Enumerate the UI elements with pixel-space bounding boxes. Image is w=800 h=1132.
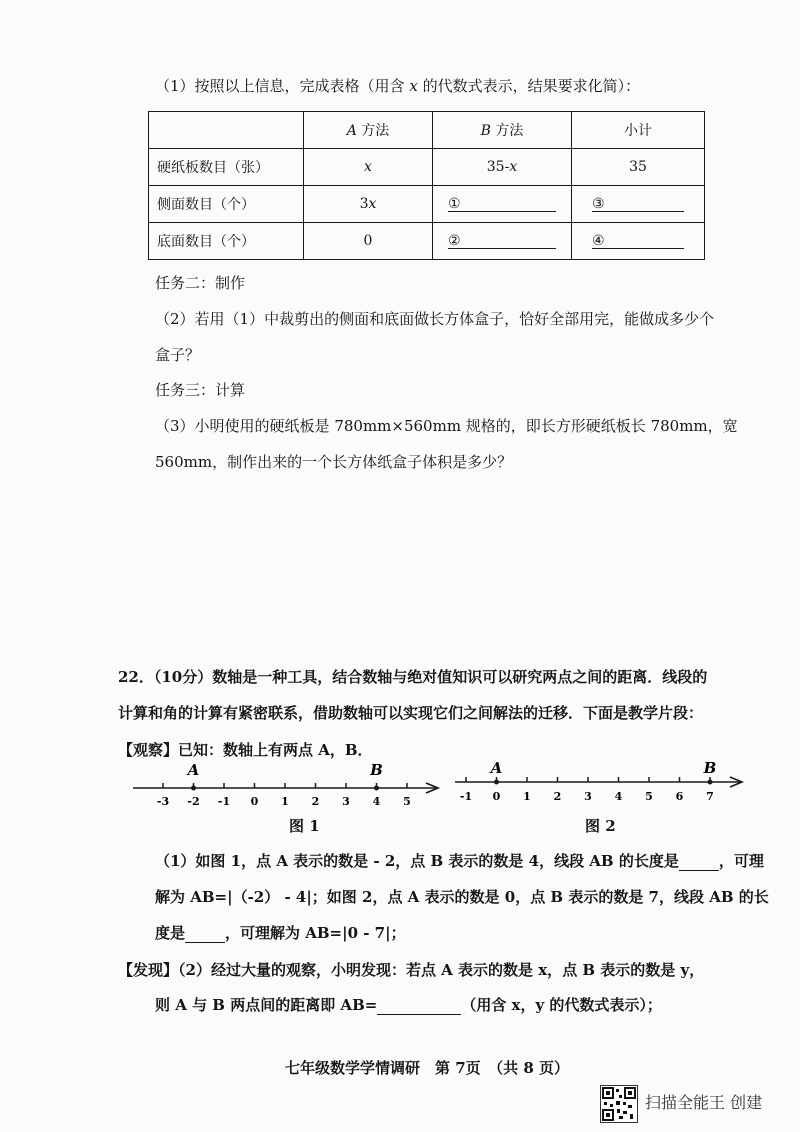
row-label-boards: 硬纸板数目（张）	[149, 149, 304, 186]
tick-label: -3	[156, 795, 170, 808]
tick-label: 3	[584, 790, 592, 803]
q22-observe: 【观察】已知：数轴上有两点 A，B．	[118, 741, 373, 759]
answer-blank-ab-length-1[interactable]	[679, 852, 719, 871]
part1-line1-b: ，可理	[718, 852, 764, 870]
table-header-empty	[149, 112, 304, 149]
tick-label: 4	[372, 795, 381, 808]
figure2-caption: 图 2	[585, 817, 616, 835]
watermark-text: 扫描全能王 创建	[645, 1093, 763, 1112]
row-label-bottoms: 底面数目（个）	[149, 223, 304, 260]
q22-intro-line1: 22．（10分）数轴是一种工具，结合数轴与绝对值知识可以研究两点之间的距离．线段的	[118, 668, 708, 686]
header-label-a: 方法	[361, 123, 390, 139]
tick-label: 5	[645, 790, 653, 803]
figure1-caption: 图 1	[289, 817, 320, 835]
table-header-method-a	[304, 112, 433, 149]
q22-intro-line2: 计算和角的计算有紧密联系，借助数轴可以实现它们之间解法的迁移．下面是教学片段：	[118, 704, 704, 722]
tick-label: -1	[217, 795, 231, 808]
table-header-subtotal: 小计	[572, 112, 705, 149]
tick-label: 2	[553, 790, 562, 803]
number-line-1	[133, 761, 438, 808]
q22-part1-line2: 解为 AB=|（-2） - 4|；如图 2，点 A 表示的数是 0，点 B 表示的数是 7，线段 AB 的长	[155, 888, 769, 906]
point-a-dot	[494, 780, 499, 785]
part1-instruction	[155, 75, 640, 96]
q22-part1-line3	[155, 922, 406, 943]
tick-label: 7	[706, 790, 714, 803]
cell-sides-b[interactable]	[433, 186, 572, 223]
tick-label: 0	[492, 790, 501, 803]
tick-label: 3	[342, 795, 350, 808]
page-footer: 七年级数学学情调研 第 7页 （共 8 页）	[285, 1059, 570, 1077]
discover-line2-a: 则 A 与 B 两点间的距离即 AB=	[155, 996, 378, 1014]
tick-label: 1	[523, 790, 531, 803]
cell-boards-sum: 35	[572, 149, 705, 186]
q22-discover-line2	[155, 994, 662, 1015]
table-row	[149, 149, 705, 186]
point-a-dot	[191, 786, 196, 791]
header-var-b: B	[480, 123, 491, 139]
row-label-sides: 侧面数目（个）	[149, 186, 304, 223]
number-line-2	[455, 759, 742, 803]
tick-label: 6	[675, 790, 684, 803]
cell-sides-a-num: 3	[359, 196, 369, 212]
tick-label: 4	[614, 790, 623, 803]
point-a-label: A	[187, 761, 200, 779]
point-b-label: B	[703, 759, 717, 777]
cell-boards-a: x	[304, 149, 433, 186]
cell-boards-b-var: x	[509, 159, 518, 175]
tick-label: 5	[403, 795, 411, 808]
task2-question-line1: （2）若用（1）中裁剪出的侧面和底面做长方体盒子，恰好全部用完，能做成多少个	[155, 310, 715, 328]
task2-question-line2: 盒子？	[155, 346, 201, 364]
task3-question-line2: 560mm，制作出来的一个长方体纸盒子体积是多少？	[155, 453, 513, 471]
tick-label: 0	[250, 795, 259, 808]
tick-label: -2	[187, 795, 200, 808]
instruction-text-a: （1）按照以上信息，完成表格（用含	[155, 77, 410, 95]
part1-line3-b: ，可理解为 AB=|0 - 7|；	[225, 924, 406, 942]
part1-line3-a: 度是	[155, 924, 186, 942]
q22-discover-line1: 【发现】（2）经过大量的观察，小明发现：若点 A 表示的数是 x，点 B 表示的数是 y，	[118, 961, 705, 979]
cell-sides-a-var: x	[368, 196, 377, 212]
cell-bottoms-sum[interactable]	[572, 223, 705, 260]
cell-boards-b-num: 35-	[486, 159, 510, 175]
table-header-row	[149, 112, 705, 149]
cell-bottoms-b[interactable]	[433, 223, 572, 260]
number-line-figures	[0, 755, 800, 835]
point-b-dot	[374, 786, 379, 791]
tick-label: -1	[459, 790, 473, 803]
answer-blank-ab-expression[interactable]	[377, 996, 461, 1015]
blank-3[interactable]: ③	[592, 197, 684, 212]
cell-bottoms-a: 0	[304, 223, 433, 260]
tick-label: 1	[281, 795, 289, 808]
table-header-method-b	[433, 112, 572, 149]
header-label-b: 方法	[495, 123, 524, 139]
answer-blank-ab-length-2[interactable]	[185, 924, 225, 943]
point-b-dot	[708, 780, 713, 785]
point-b-label: B	[370, 761, 383, 779]
cell-sides-sum[interactable]	[572, 186, 705, 223]
part1-line1-a: （1）如图 1，点 A 表示的数是 - 2，点 B 表示的数是 4，线段 AB 的长度是	[155, 852, 679, 870]
cell-boards-b	[433, 149, 572, 186]
point-a-label: A	[490, 759, 503, 777]
blank-1[interactable]: ①	[448, 197, 556, 212]
answer-table	[148, 111, 705, 260]
qr-pattern	[601, 1086, 637, 1122]
discover-line2-b: （用含 x，y 的代数式表示）；	[461, 996, 662, 1014]
cell-sides-a	[304, 186, 433, 223]
instruction-var: x	[409, 77, 418, 95]
tick-label: 2	[311, 795, 320, 808]
q22-part1-line1	[155, 850, 764, 871]
table-row	[149, 186, 705, 223]
task2-heading: 任务二：制作	[155, 274, 246, 292]
instruction-text-b: 的代数式表示，结果要求化简）：	[417, 77, 641, 95]
blank-2[interactable]: ②	[448, 234, 556, 249]
task3-heading: 任务三：计算	[155, 381, 246, 399]
qr-code-icon	[600, 1085, 638, 1123]
blank-4[interactable]: ④	[592, 234, 684, 249]
table-row	[149, 223, 705, 260]
task3-question-line1: （3）小明使用的硬纸板是 780mm×560mm 规格的，即长方形硬纸板长 780mm，宽	[155, 417, 738, 435]
header-var-a: A	[346, 123, 357, 139]
